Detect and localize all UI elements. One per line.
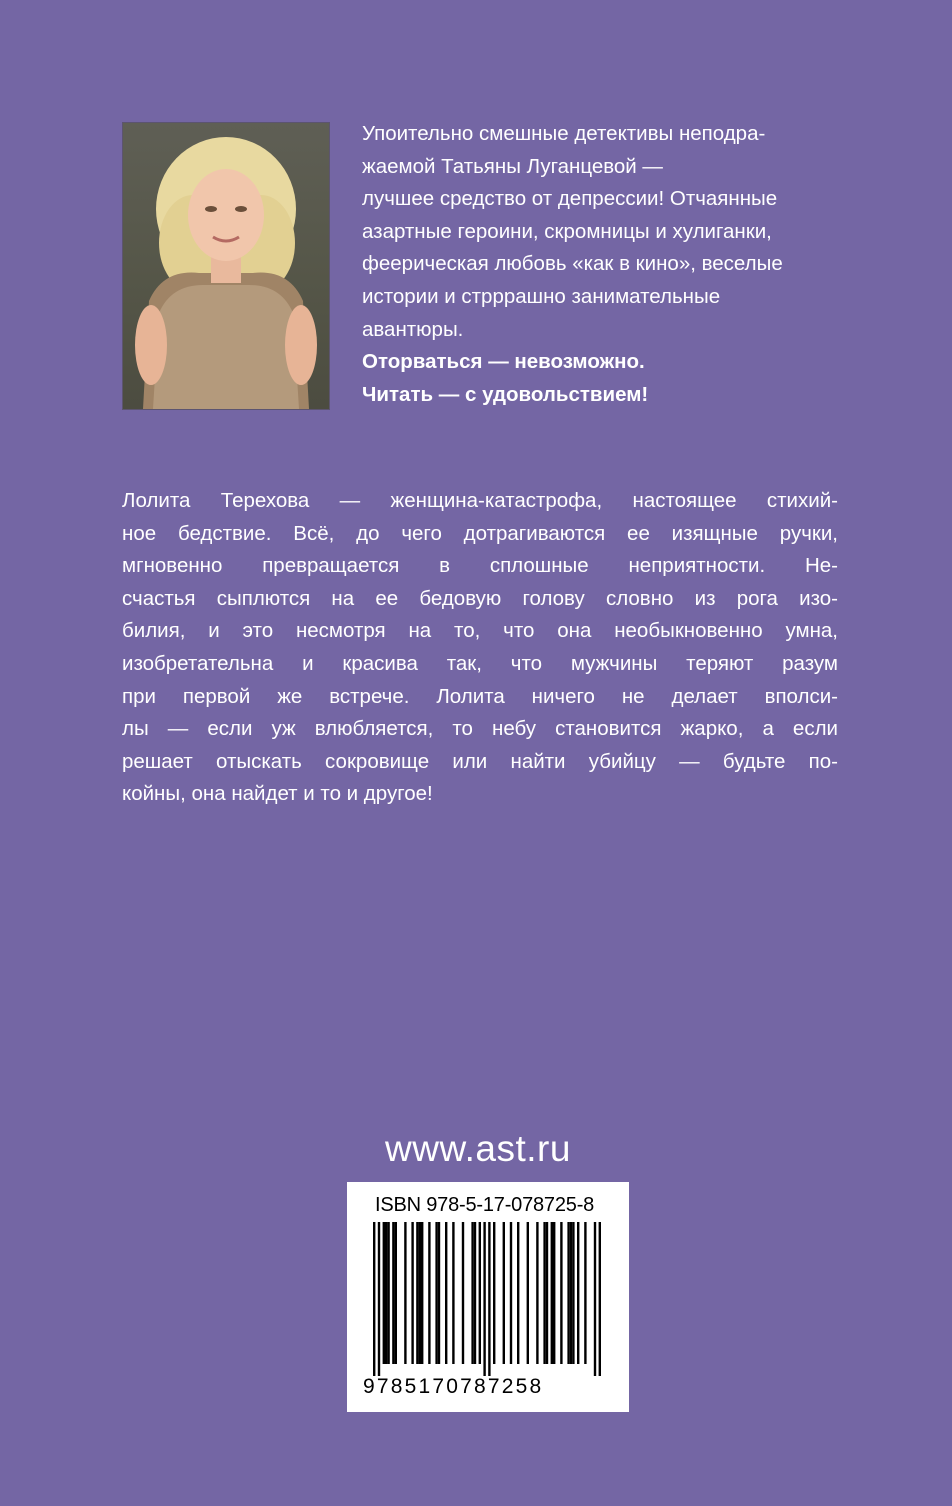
ean-digits: 9785170787258 xyxy=(363,1375,544,1398)
author-photo xyxy=(122,122,330,410)
barcode-bar xyxy=(452,1222,454,1364)
barcode-bar xyxy=(416,1222,418,1364)
blurb-line: Упоительно смешные детективы неподра- xyxy=(362,122,766,145)
synopsis-line: билия, и это несмотря на то, что она необыкновенно умна, xyxy=(122,619,838,643)
blurb-bold-line: Читать — с удовольствием! xyxy=(362,382,649,406)
barcode-bar xyxy=(373,1222,375,1376)
synopsis-line: лы — если уж влюбляется, то небу становится жарко, а если xyxy=(122,717,838,741)
barcode-bar xyxy=(488,1222,490,1376)
synopsis-line: Лолита Терехова — женщина-катастрофа, настоящее стихий- xyxy=(122,489,838,512)
barcode-bar xyxy=(411,1222,413,1364)
barcode-bar xyxy=(438,1222,440,1364)
synopsis-line: счастья сыплются на ее бедовую голову словно из рога изо- xyxy=(122,586,838,610)
isbn-barcode-block xyxy=(347,1182,629,1412)
synopsis-line: решает отыскать сокровище или найти убийцу — будьте по- xyxy=(122,749,838,773)
barcode-bar xyxy=(536,1222,538,1364)
barcode-bar xyxy=(517,1222,519,1364)
synopsis-line: изобретательна и красива так, что мужчины теряют разум xyxy=(122,651,838,675)
barcode-bar xyxy=(560,1222,562,1364)
blurb-line: лучшее средство от депрессии! Отчаянные xyxy=(362,187,778,211)
barcode-bar xyxy=(570,1222,572,1364)
barcode-bar xyxy=(421,1222,423,1364)
barcode-bar xyxy=(395,1222,397,1364)
barcode-bar xyxy=(383,1222,385,1364)
barcode-bar xyxy=(503,1222,505,1364)
barcode-bar xyxy=(445,1222,447,1364)
barcode-bar xyxy=(462,1222,464,1364)
barcode-bar xyxy=(483,1222,485,1376)
barcode-bar xyxy=(527,1222,529,1364)
synopsis-line: мгновенно превращается в сплошные неприятности. Не- xyxy=(122,554,838,578)
barcode-bar xyxy=(572,1222,574,1364)
barcode-bar xyxy=(387,1222,389,1364)
barcode-bar xyxy=(493,1222,495,1364)
author-blurb xyxy=(362,118,862,411)
barcode-bar xyxy=(385,1222,387,1364)
blurb-bold-line: Оторваться — невозможно. xyxy=(362,350,645,374)
barcode-bar xyxy=(392,1222,394,1364)
author-portrait-image xyxy=(123,123,329,409)
barcode-bar xyxy=(428,1222,430,1364)
barcode-bar xyxy=(567,1222,569,1364)
synopsis-line: койны, она найдет и то и другое! xyxy=(122,782,433,806)
blurb-line: авантюры. xyxy=(362,317,464,341)
barcode-bar xyxy=(543,1222,545,1364)
barcode-bar xyxy=(594,1222,596,1376)
barcode-bar xyxy=(510,1222,512,1364)
barcode-bar xyxy=(553,1222,555,1364)
isbn-label: ISBN 978-5-17-078725-8 xyxy=(375,1194,595,1216)
barcode-bar xyxy=(378,1222,380,1376)
publisher-url-text: www.ast.ru xyxy=(385,1128,571,1169)
barcode-bar xyxy=(599,1222,601,1376)
barcode-bar xyxy=(577,1222,579,1364)
barcode-bar xyxy=(546,1222,548,1364)
synopsis-line: ное бедствие. Всё, до чего дотрагиваются ее изящные ручки, xyxy=(122,521,838,545)
blurb-line: азартные героини, скромницы и хулиганки, xyxy=(362,219,772,243)
barcode-bar xyxy=(479,1222,481,1364)
barcode-bar xyxy=(419,1222,421,1364)
barcode-bar xyxy=(404,1222,406,1364)
book-synopsis xyxy=(122,485,838,811)
blurb-line: истории и стрррашно занимательные xyxy=(362,284,721,308)
blurb-line: феерическая любовь «как в кино», веселые xyxy=(362,252,783,276)
barcode-bar xyxy=(471,1222,473,1364)
barcode-bar xyxy=(551,1222,553,1364)
barcode-bar xyxy=(435,1222,437,1364)
synopsis-line: при первой же встрече. Лолита ничего не делает вполси- xyxy=(122,684,838,708)
blurb-line: жаемой Татьяны Луганцевой — xyxy=(362,154,663,178)
barcode-bar xyxy=(474,1222,476,1364)
barcode-bar xyxy=(584,1222,586,1364)
barcode-icon xyxy=(369,1222,609,1376)
